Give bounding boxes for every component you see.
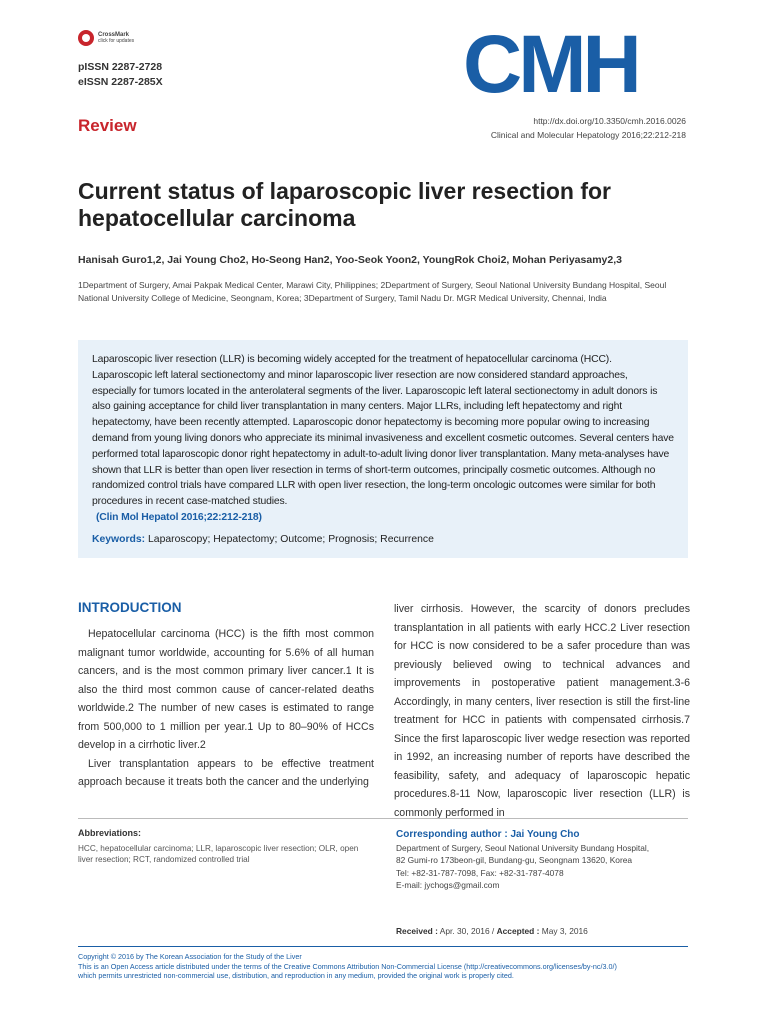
journal-reference: Clinical and Molecular Hepatology 2016;22:212-218 bbox=[490, 130, 686, 140]
article-title: Current status of laparoscopic liver resection for hepatocellular carcinoma bbox=[78, 178, 611, 231]
footnote-divider bbox=[78, 818, 688, 819]
keywords-label: Keywords: bbox=[92, 533, 146, 545]
electronic-issn: eISSN 2287-285X bbox=[78, 76, 163, 88]
citation: (Clin Mol Hepatol 2016;22:212-218) bbox=[96, 511, 262, 523]
crossmark-sub: click for updates bbox=[98, 38, 135, 44]
corresponding-author bbox=[396, 828, 692, 892]
received-label: Received : bbox=[396, 926, 438, 936]
crossmark-badge[interactable] bbox=[78, 30, 134, 46]
author-list: Hanisah Guro1,2, Jai Young Cho2, Ho-Seong Han2, Yoo-Seok Yoon2, YoungRok Choi2, Mohan Periyasamy2,3 bbox=[78, 254, 622, 266]
abstract-text bbox=[92, 352, 674, 526]
copyright-notice bbox=[78, 952, 698, 981]
affiliations: 1Department of Surgery, Amai Pakpak Medical Center, Marawi City, Philippines; 2Department of Surgery, Seoul National University Bundang Hospital, Seoul National University College of Medicine, Seongnam, Korea; 3Department of Surgery, Tamil Nadu Dr. MGR Medical University, Chennai, India bbox=[78, 280, 667, 303]
accepted-date: May 3, 2016 bbox=[541, 926, 588, 936]
keywords-list: Laparoscopy; Hepatectomy; Outcome; Prognosis; Recurrence bbox=[148, 533, 434, 545]
print-issn: pISSN 2287-2728 bbox=[78, 61, 163, 73]
doi-block bbox=[491, 114, 686, 142]
article-type: Review bbox=[78, 116, 137, 135]
journal-logo: CMH bbox=[463, 19, 638, 110]
corresponding-label: Corresponding author : Jai Young Cho bbox=[396, 829, 580, 840]
corresponding-email[interactable]: E-mail: jychogs@gmail.com bbox=[396, 880, 500, 890]
abbreviations-text: HCC, hepatocellular carcinoma; LLR, laparoscopic liver resection; OLR, open liver resection; RCT, randomized controlled trial bbox=[78, 844, 359, 864]
issn-block bbox=[78, 60, 163, 90]
right-column bbox=[394, 600, 690, 822]
accepted-label: Accepted : bbox=[496, 926, 540, 936]
copyright-line-2: This is an Open Access article distributed under the terms of the Creative Commons Attribution Non-Commercial License (http://creativecommons.org/licenses/by-nc/3.0/) bbox=[78, 961, 617, 971]
crossmark-icon bbox=[78, 30, 94, 46]
intro-paragraph-3: liver cirrhosis. However, the scarcity of donors precludes transplantation in all patients with early HCC.2 Liver resection for HCC is now considered to be a safer procedure than was previously believed owing to technical advances and improvements in postoperative patient management.3-6 Accordingly, in many centers, liver resection is still the first-line treatment for HCC in patients with compensated cirrhosis.7 Since the first laparoscopic liver wedge resection was reported in 1992, an increasing number of reports have described the feasibility, safety, and adequacy of laparoscopic hepatic procedures.8-11 Now, laparoscopic liver resection (LLR) is commonly performed in bbox=[394, 603, 690, 819]
left-column bbox=[78, 600, 374, 792]
copyright-line-3: which permits unrestricted non-commercial use, distribution, and reproduction in any medium, provided the original work is properly cited. bbox=[78, 971, 514, 980]
received-accepted: Received : Apr. 30, 2016 / Accepted : May 3, 2016 bbox=[396, 926, 588, 936]
corresponding-phone: Tel: +82-31-787-7098, Fax: +82-31-787-4078 bbox=[396, 867, 564, 878]
intro-heading: INTRODUCTION bbox=[78, 600, 182, 615]
copyright-divider bbox=[78, 946, 688, 947]
corresponding-dept: Department of Surgery, Seoul National University Bundang Hospital, bbox=[396, 842, 650, 853]
abstract-body: Laparoscopic liver resection (LLR) is becoming widely accepted for the treatment of hepatocellular carcinoma (HCC). Laparoscopic left lateral sectionectomy and minor laparoscopic liver resection are now considered standard approaches, especially for tumors located in the anterolateral segments of the liver. Laparoscopic left lateral sectionectomy in adult donors is also gaining acceptance for child liver transplantation in many centers. Major LLRs, including left hepatectomy and right hepatectomy, have been recently attempted. Laparoscopic donor hepatectomy is becoming more popular owing to increasing demand from young living donors who appreciate its minimal invasiveness and excellent cosmetic outcomes. Several centers have performed total laparoscopic donor right hepatectomy in adult-to-adult living donor liver transplantation. Many meta-analyses have shown that LLR is better than open liver resection in terms of short-term outcomes, principally cosmetic outcomes. Although no randomized control trials have compared LLR with open liver resection, the long-term oncologic outcomes were similar for both procedures in recent case-matched studies. bbox=[92, 354, 674, 508]
doi-link[interactable]: http://dx.doi.org/10.3350/cmh.2016.0026 bbox=[533, 116, 686, 126]
keywords bbox=[92, 534, 674, 545]
abstract-box bbox=[78, 340, 688, 558]
crossmark-label: CrossMark bbox=[98, 32, 130, 38]
copyright-line-1: Copyright © 2016 by The Korean Association for the Study of the Liver bbox=[78, 952, 302, 961]
corresponding-address: 82 Gumi-ro 173beon-gil, Bundang-gu, Seongnam 13620, Korea bbox=[396, 855, 633, 865]
intro-paragraph-2: Liver transplantation appears to be effective treatment approach because it treats both the cancer and the underlying bbox=[78, 757, 374, 788]
abbreviations-label: Abbreviations: bbox=[78, 828, 142, 838]
abbreviations bbox=[78, 828, 374, 865]
received-date: Apr. 30, 2016 bbox=[439, 926, 490, 936]
intro-paragraph-1: Hepatocellular carcinoma (HCC) is the fifth most common malignant tumor worldwide, accounting for 5.6% of all human cancers, and is the most common primary liver cancer.1 It is also the third most common cause of cancer-related deaths worldwide.2 The number of new cases is estimated to range from 500,000 to 1 million per year.1 Up to 80–90% of HCCs develop in a cirrhotic liver.2 bbox=[78, 628, 374, 751]
